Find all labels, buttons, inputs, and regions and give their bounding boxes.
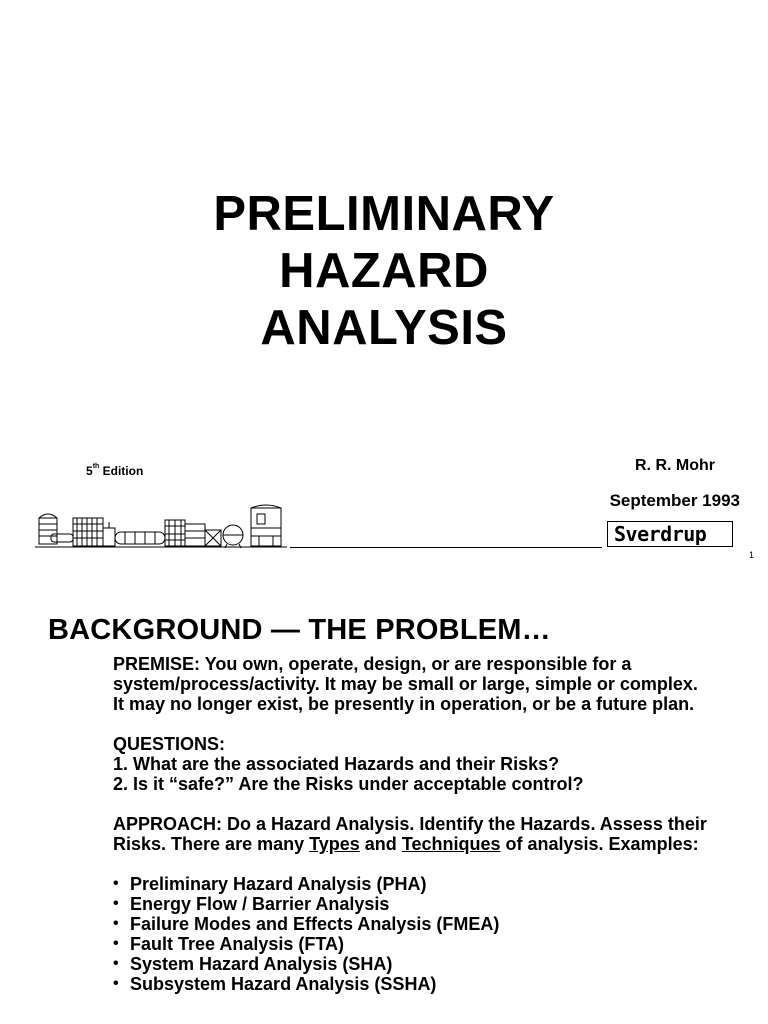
- examples-list: [113, 874, 713, 994]
- edition-number: 5: [86, 464, 93, 478]
- title-line-2: HAZARD: [279, 244, 489, 298]
- slide-title: [0, 186, 768, 357]
- list-item: • Subsystem Hazard Analysis (SSHA): [113, 974, 713, 994]
- premise-paragraph: PREMISE: You own, operate, design, or are responsible for a system/process/activity. It may be small or large, simple or complex. It may no longer exist, be presently in operation, or be a future plan.: [113, 654, 698, 714]
- approach-text-end: of analysis. Examples:: [500, 834, 699, 854]
- edition-label: [86, 464, 143, 478]
- title-line-3: ANALYSIS: [260, 301, 508, 355]
- approach-paragraph: [113, 814, 713, 854]
- title-line-1: PRELIMINARY: [213, 187, 555, 241]
- question-2: 2. Is it “safe?” Are the Risks under acceptable control?: [113, 774, 584, 794]
- approach-text-and: and: [359, 834, 402, 854]
- edition-word: Edition: [102, 464, 144, 478]
- publication-date: September 1993: [609, 491, 740, 510]
- approach-text-start: APPROACH: Do a Hazard Analysis. Identify the Hazards. Assess their Risks. There are many: [113, 814, 707, 854]
- list-item: • System Hazard Analysis (SHA): [113, 954, 713, 974]
- footer-rule: [290, 547, 602, 548]
- edition-suffix: th: [92, 463, 100, 470]
- questions-label: QUESTIONS:: [113, 734, 226, 754]
- page-number: 1: [749, 550, 755, 560]
- background-body: [113, 654, 713, 994]
- list-item: • Failure Modes and Effects Analysis (FMEA): [113, 914, 713, 934]
- list-item: • Energy Flow / Barrier Analysis: [113, 894, 713, 914]
- list-item: • Fault Tree Analysis (FTA): [113, 934, 713, 954]
- techniques-link: Techniques: [401, 834, 501, 854]
- list-item: • Preliminary Hazard Analysis (PHA): [113, 874, 713, 894]
- question-1: 1. What are the associated Hazards and their Risks?: [113, 754, 560, 774]
- industrial-plant-icon: [35, 504, 287, 550]
- background-slide: [0, 570, 768, 1024]
- author-name: R. R. Mohr: [635, 457, 715, 474]
- types-link: Types: [309, 834, 360, 854]
- sverdrup-logo: Sverdrup: [607, 521, 733, 547]
- background-heading: BACKGROUND — THE PROBLEM…: [48, 614, 551, 646]
